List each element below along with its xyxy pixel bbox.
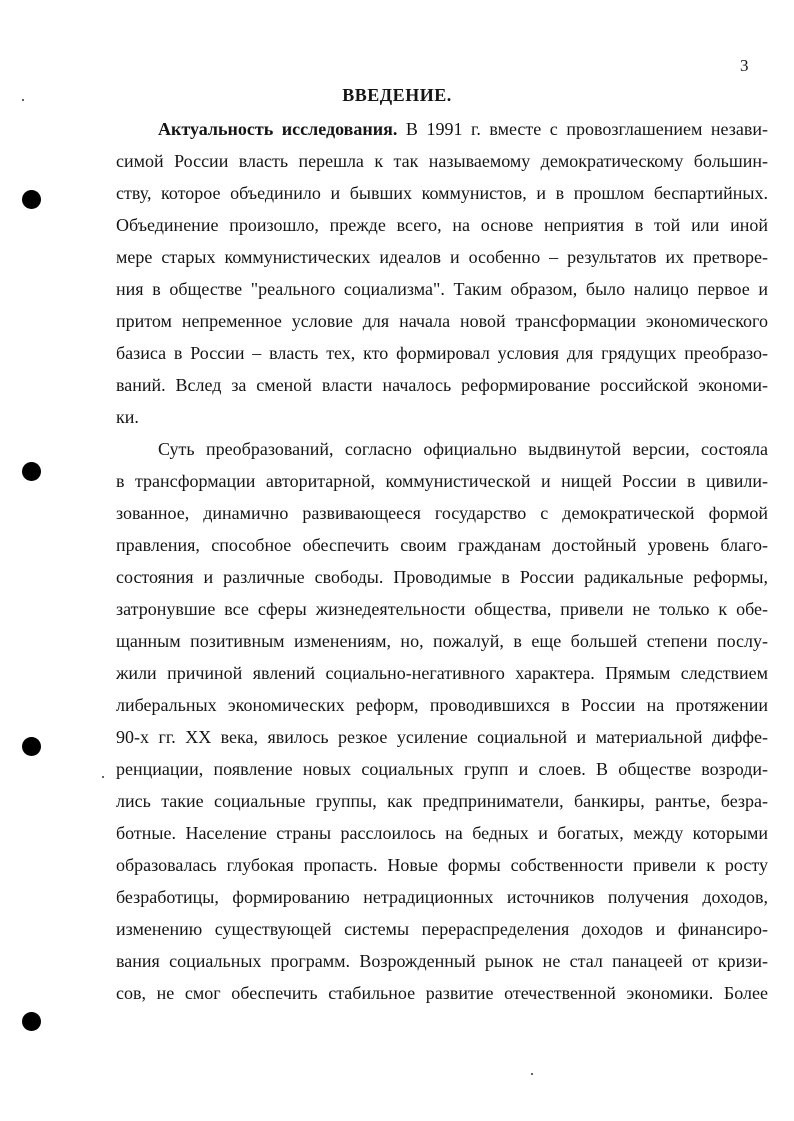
text-line: безработицы, формированию нетрадиционных источников получения доходов, [116, 887, 768, 907]
binder-hole-icon [22, 737, 41, 756]
scan-speck [531, 1073, 533, 1075]
text-line: Объединение произошло, прежде всего, на основе неприятия в той или иной [116, 215, 768, 235]
text-line: базиса в России – власть тех, кто формировал условия для грядущих преобразо- [116, 343, 768, 363]
binder-hole-icon [22, 1012, 41, 1031]
text-line: ваний. Вслед за сменой власти началось реформирование российской экономи- [116, 375, 768, 395]
text-line: жили причиной явлений социально-негативного характера. Прямым следствием [116, 663, 768, 683]
text-line: лись такие социальные группы, как предприниматели, банкиры, рантье, безра- [116, 791, 768, 811]
scan-speck [102, 776, 104, 778]
page-heading: ВВЕДЕНИЕ. [342, 85, 452, 105]
text-line: 90-х гг. XX века, явилось резкое усиление социальной и материальной диффе- [116, 727, 768, 747]
text-line: притом непременное условие для начала новой трансформации экономического [116, 311, 768, 331]
text-line: мере старых коммунистических идеалов и особенно – результатов их претворе- [116, 247, 768, 267]
text-line: ки. [116, 407, 139, 427]
text-line: симой России власть перешла к так называемому демократическому большин- [116, 151, 768, 171]
text-line: правления, способное обеспечить своим гражданам достойный уровень благо- [116, 535, 768, 555]
text-line: изменению существующей системы перераспределения доходов и финансиро- [116, 919, 768, 939]
text-line: образовалась глубокая пропасть. Новые формы собственности привели к росту [116, 855, 768, 875]
text-line: либеральных экономических реформ, проводившихся в России на протяжении [116, 695, 768, 715]
lead-phrase: Актуальность исследования. [158, 119, 398, 139]
text-line: зованное, динамично развивающееся государство с демократической формой [116, 503, 768, 523]
binder-hole-icon [22, 190, 41, 209]
binder-hole-icon [22, 462, 41, 481]
text-line: ния в обществе "реального социализма". Таким образом, было налицо первое и [116, 279, 768, 299]
text-line: вания социальных программ. Возрожденный рынок не стал панацеей от кризи- [116, 951, 768, 971]
page-number: 3 [740, 56, 749, 75]
text-line: сов, не смог обеспечить стабильное развитие отечественной экономики. Более [116, 983, 768, 1003]
text-line: ботные. Население страны расслоилось на бедных и богатых, между которыми [116, 823, 768, 843]
text-line: щанным позитивным изменениям, но, пожалуй, в еще большей степени послу- [116, 631, 768, 651]
text-line: затронувшие все сферы жизнедеятельности общества, привели не только к обе- [116, 599, 768, 619]
text-line: в трансформации авторитарной, коммунистической и нищей России в цивили- [116, 471, 768, 491]
text-line: состояния и различные свободы. Проводимые в России радикальные реформы, [116, 567, 768, 587]
text-line: Актуальность исследования. В 1991 г. вместе с провозглашением незави- [158, 119, 768, 139]
text-line: ству, которое объединило и бывших коммунистов, и в прошлом беспартийных. [116, 183, 768, 203]
text-line: ренциации, появление новых социальных групп и слоев. В обществе возроди- [116, 759, 768, 779]
scan-speck [22, 99, 24, 101]
text-line: Суть преобразований, согласно официально выдвинутой версии, состояла [158, 439, 768, 459]
